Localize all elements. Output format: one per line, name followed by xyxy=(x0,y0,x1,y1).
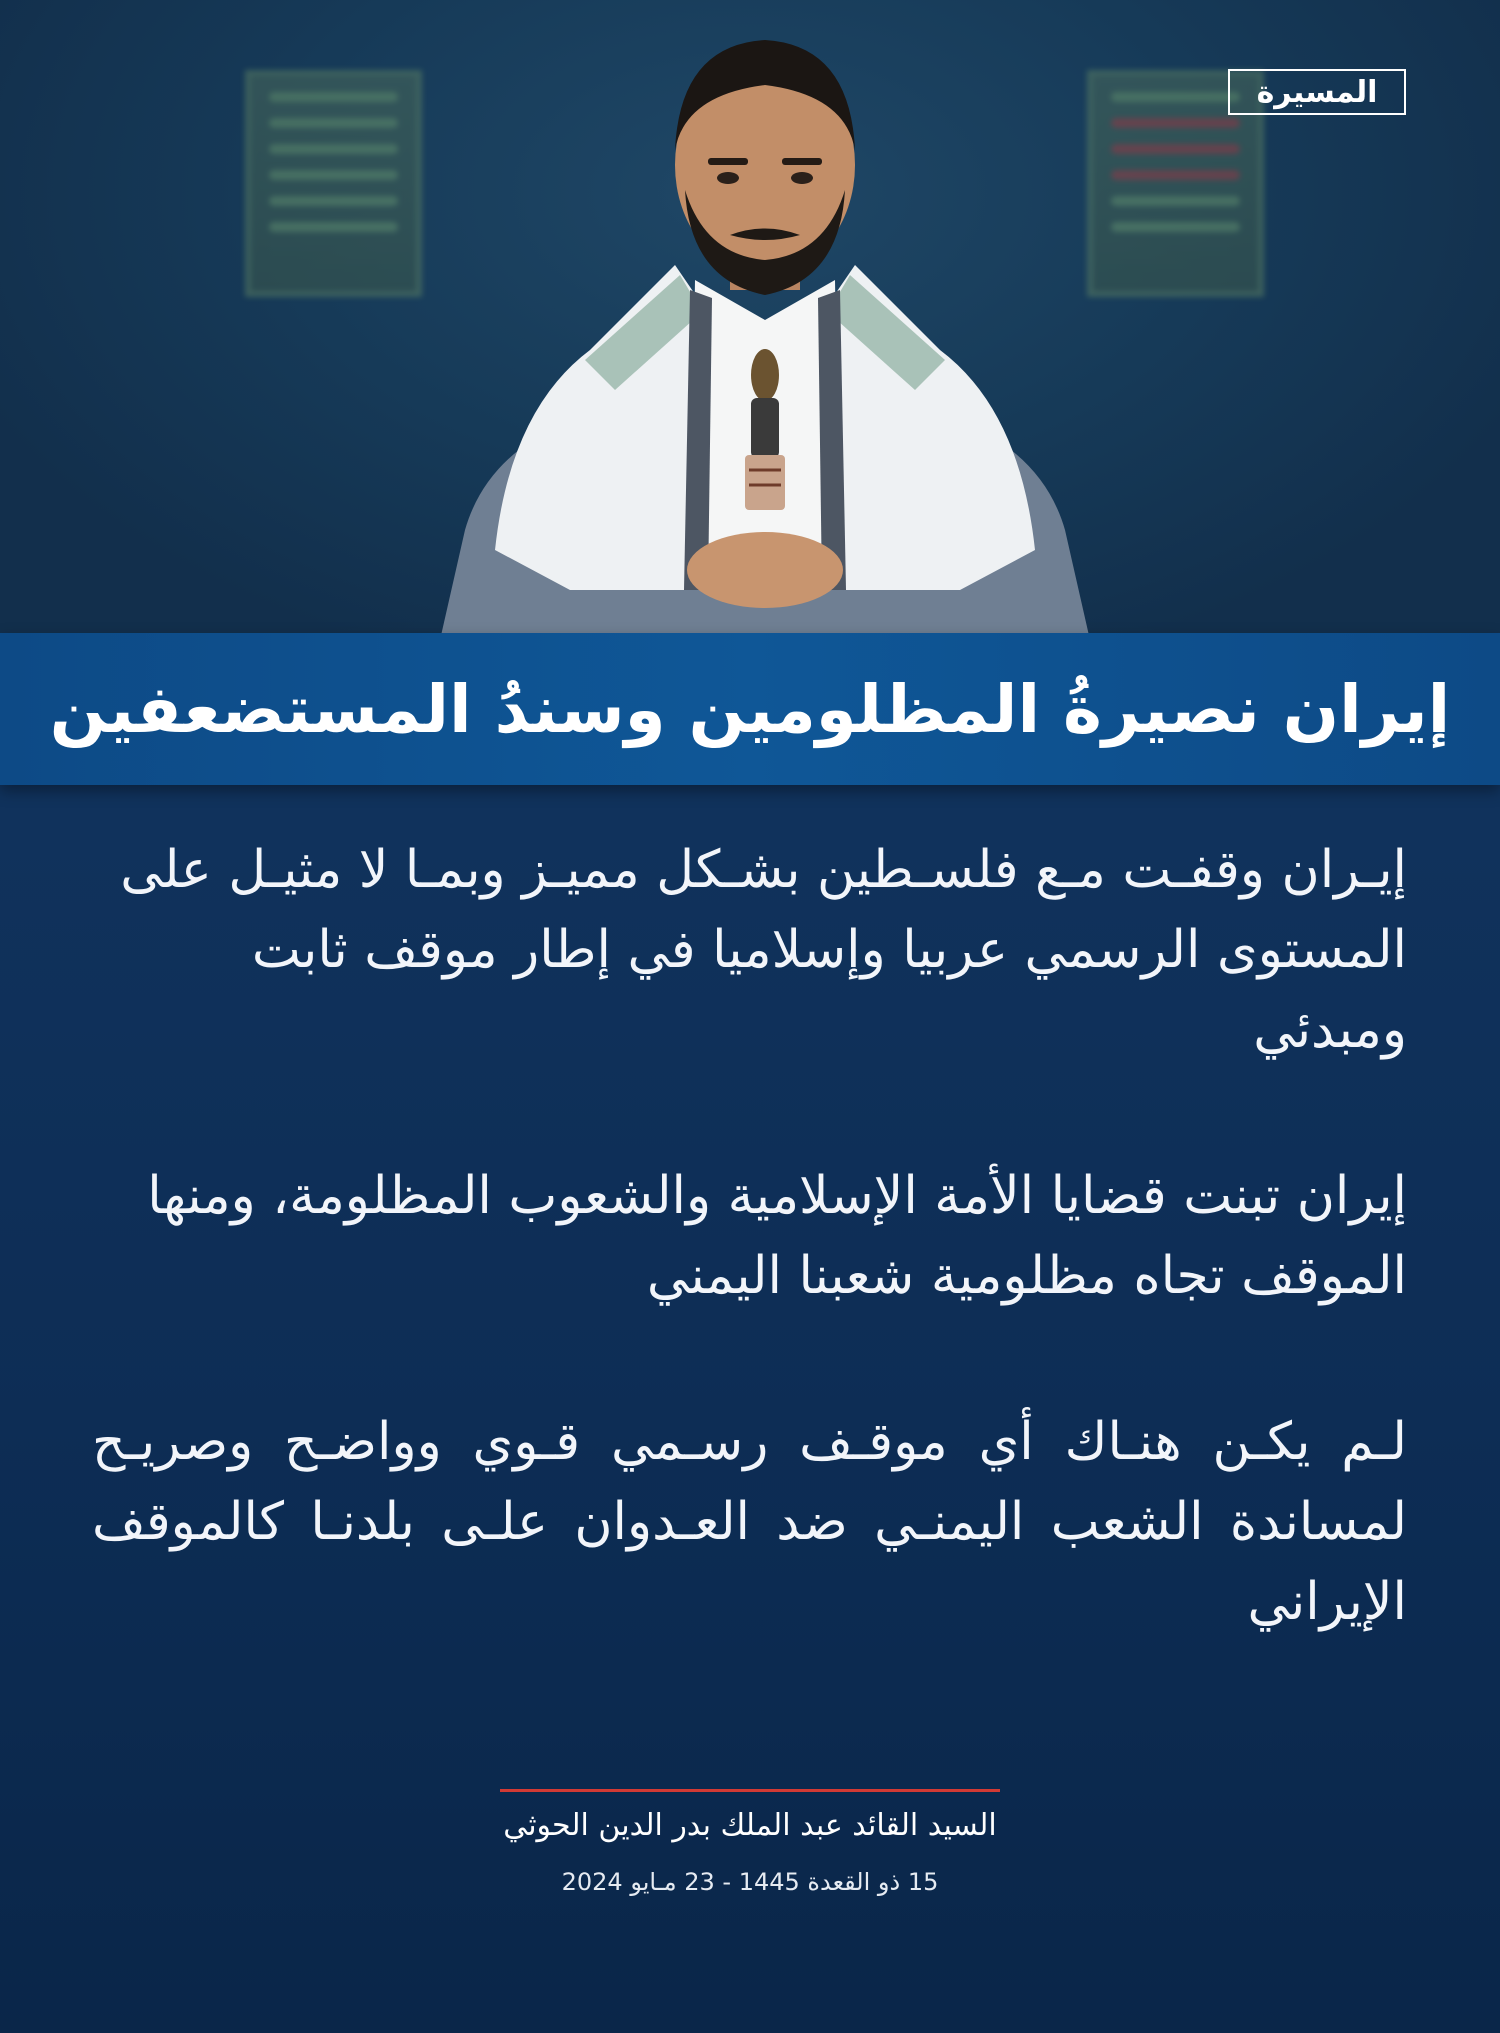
quote-item: لـم يكـن هنـاك أي موقـف رسـمي قـوي وواضـح وصريـح لمساندة الشعب اليمنـي ضد العـدوان علـى بلدنـا كالموقف الإيراني xyxy=(92,1412,1407,1632)
quote-item: إيران تبنت قضايا الأمة الإسلامية والشعوب المظلومة، ومنها الموقف تجاه مظلومية شعبنا اليمني xyxy=(147,1166,1407,1306)
quotes-list xyxy=(92,830,1407,1728)
quote-date: 15 ذو القعدة 1445 - 23 مـايو 2024 xyxy=(561,1868,939,1896)
page-title: إيران نصيرةُ المظلومين وسندُ المستضعفين xyxy=(49,670,1451,748)
brand-logo: المسيرة xyxy=(1228,69,1406,115)
speaker-portrait xyxy=(440,30,1090,640)
background-banner-left xyxy=(245,70,422,297)
quote-item: إيـران وقفـت مـع فلسـطين بشـكل مميـز وبمـا لا مثيـل على المستوى الرسمي عربيا وإسلاميا في إطار موقف ثابت ومبدئي xyxy=(120,840,1407,1060)
quote-source: السيد القائد عبد الملك بدر الدين الحوثي xyxy=(503,1808,997,1843)
title-bar xyxy=(0,633,1500,785)
footer-divider xyxy=(500,1789,1000,1792)
